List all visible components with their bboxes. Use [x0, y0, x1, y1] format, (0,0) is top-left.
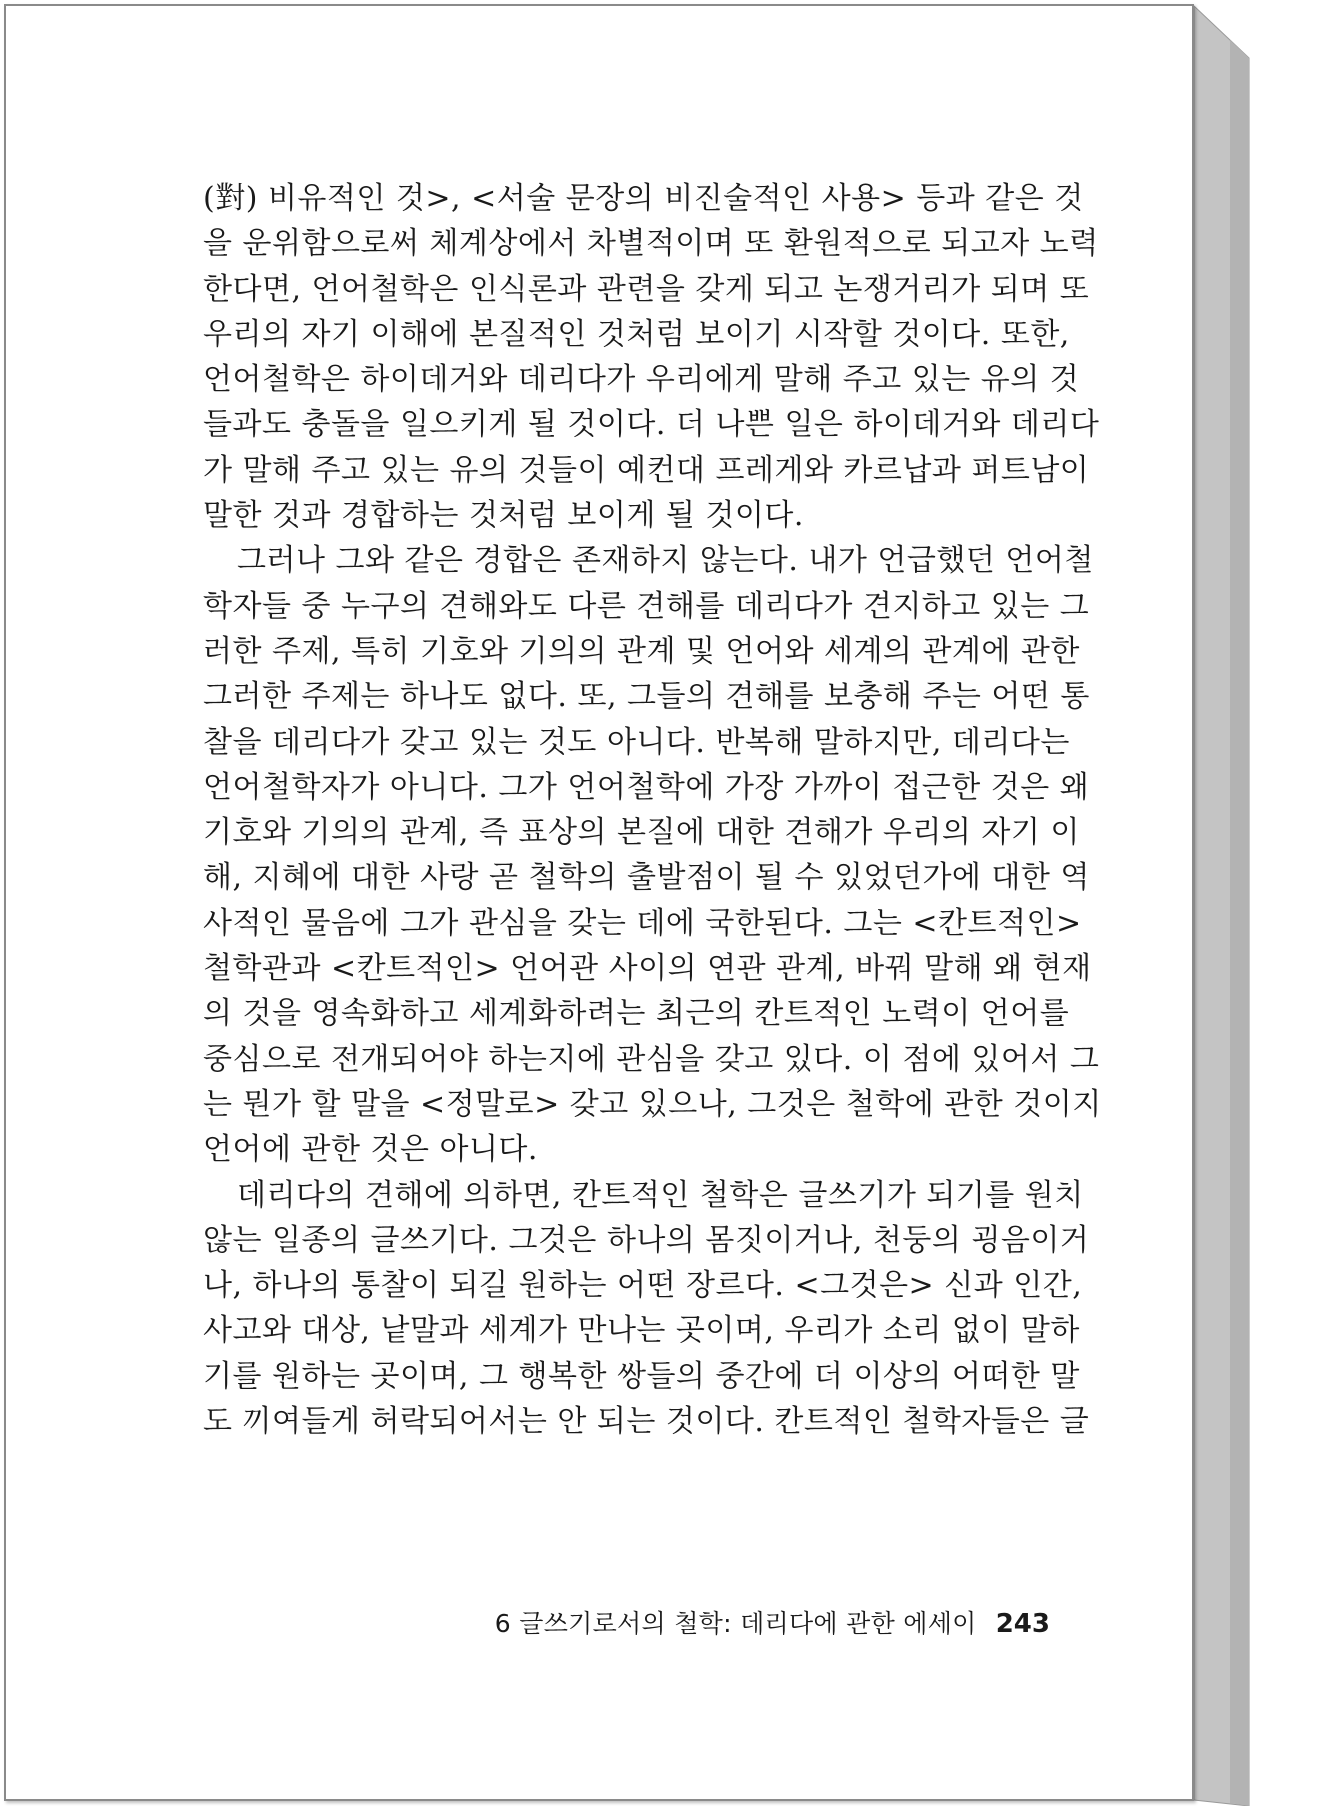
- page-number: 243: [995, 1609, 1050, 1639]
- text-line: 의 것을 영속화하고 세계화하려는 최근의 칸트적인 노력이 언어를: [203, 996, 1070, 1032]
- text-line: 러한 주제, 특히 기호와 기의의 관계 및 언어와 세계의 관계에 관한: [203, 633, 1080, 669]
- text-line: 을 운위함으로써 체계상에서 차별적이며 또 환원적으로 되고자 노력: [203, 226, 1099, 262]
- text-line: 말한 것과 경합하는 것처럼 보이게 될 것이다.: [203, 498, 804, 534]
- text-line: (對) 비유적인 것>, <서술 문장의 비진술적인 사용> 등과 같은 것: [203, 181, 1084, 216]
- text-line: 사고와 대상, 낱말과 세계가 만나는 곳이며, 우리가 소리 없이 말하: [203, 1313, 1080, 1349]
- paragraph: [203, 176, 1100, 538]
- paragraph: [203, 538, 1102, 1172]
- text-line: 학자들 중 누구의 견해와도 다른 견해를 데리다가 견지하고 있는 그: [203, 588, 1090, 624]
- text-line: 찰을 데리다가 갖고 있는 것도 아니다. 반복해 말하지만, 데리다는: [203, 724, 1070, 760]
- text-line: 는 뭔가 할 말을 <정말로> 갖고 있으나, 그것은 철학에 관한 것이지: [203, 1086, 1102, 1122]
- text-line: 사적인 물음에 그가 관심을 갖는 데에 국한된다. 그는 <칸트적인>: [203, 905, 1082, 941]
- text-line: 해, 지혜에 대한 사랑 곧 철학의 출발점이 될 수 있었던가에 대한 역: [203, 860, 1090, 896]
- text-line: 철학관과 <칸트적인> 언어관 사이의 연관 관계, 바꿔 말해 왜 현재: [203, 951, 1092, 987]
- text-line: 도 끼여들게 허락되어서는 안 되는 것이다. 칸트적인 철학자들은 글: [203, 1404, 1090, 1440]
- text-line: 기를 원하는 곳이며, 그 행복한 쌍들의 중간에 더 이상의 어떠한 말: [203, 1358, 1080, 1394]
- paragraph: [203, 1173, 1090, 1445]
- text-line: 나, 하나의 통찰이 되길 원하는 어떤 장르다. <그것은> 신과 인간,: [203, 1268, 1083, 1304]
- page-footer: [495, 1604, 1050, 1640]
- body-text: [203, 176, 1102, 1444]
- text-line: 들과도 충돌을 일으키게 될 것이다. 더 나쁜 일은 하이데거와 데리다: [203, 407, 1100, 443]
- text-line: 중심으로 전개되어야 하는지에 관심을 갖고 있다. 이 점에 있어서 그: [203, 1041, 1100, 1077]
- text-line: 언어에 관한 것은 아니다.: [203, 1132, 538, 1168]
- text-line: 가 말해 주고 있는 유의 것들이 예컨대 프레게와 카르납과 퍼트남이: [203, 452, 1090, 488]
- running-title: 6 글쓰기로서의 철학: 데리다에 관한 에세이: [494, 1609, 977, 1638]
- text-line: 데리다의 견해에 의하면, 칸트적인 철학은 글쓰기가 되기를 원치: [237, 1177, 1084, 1213]
- text-line: 한다면, 언어철학은 인식론과 관련을 갖게 되고 논쟁거리가 되며 또: [203, 271, 1090, 307]
- text-line: 언어철학자가 아니다. 그가 언어철학에 가장 가까이 접근한 것은 왜: [203, 769, 1090, 805]
- book-edge-shade: [1230, 40, 1249, 1806]
- text-line: 언어철학은 하이데거와 데리다가 우리에게 말해 주고 있는 유의 것: [203, 362, 1080, 398]
- text-line: 그러나 그와 같은 경합은 존재하지 않는다. 내가 언급했던 언어철: [237, 543, 1094, 579]
- text-line: 기호와 기의의 관계, 즉 표상의 본질에 대한 견해가 우리의 자기 이: [203, 815, 1080, 851]
- text-line: 않는 일종의 글쓰기다. 그것은 하나의 몸짓이거나, 천둥의 굉음이거: [203, 1222, 1090, 1258]
- text-line: 그러한 주제는 하나도 없다. 또, 그들의 견해를 보충해 주는 어떤 통: [203, 679, 1090, 715]
- book-page: [4, 4, 1194, 1801]
- text-line: 우리의 자기 이해에 본질적인 것처럼 보이기 시작할 것이다. 또한,: [203, 316, 1070, 352]
